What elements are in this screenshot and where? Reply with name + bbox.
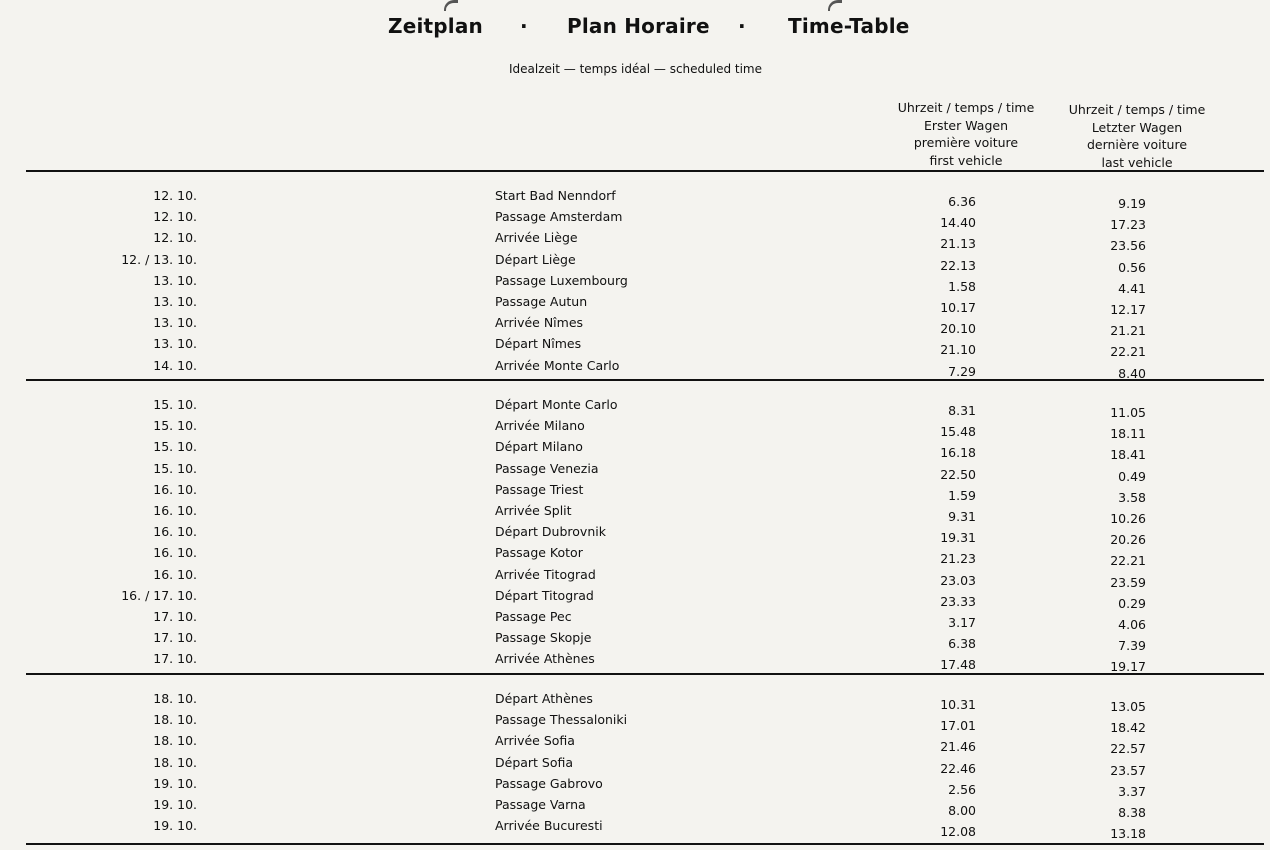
row-time-last: 17.23: [1110, 217, 1146, 233]
column-header-line: Uhrzeit / temps / time: [897, 100, 1035, 115]
row-time-last: 3.37: [1118, 783, 1146, 799]
row-time-last: 23.57: [1110, 762, 1146, 778]
row-event: Passage Venezia: [495, 460, 599, 476]
row-event: Passage Thessaloniki: [495, 712, 628, 728]
table-row: [0, 436, 1270, 463]
column-header-line: première voiture: [913, 135, 1019, 150]
row-time-last: 23.56: [1110, 238, 1146, 254]
row-time-first: 8.00: [948, 803, 976, 818]
row-time-first: 7.29: [948, 363, 976, 379]
table-row: [0, 500, 1270, 526]
table-row: [0, 394, 1270, 420]
subtitle: Idealzeit — temps idéal — scheduled time: [509, 62, 763, 76]
row-event: Départ Milano: [495, 439, 583, 455]
title-french: Plan Horaire: [567, 14, 710, 38]
row-date: 18. 10.: [153, 754, 197, 770]
row-time-first: 10.17: [940, 300, 976, 315]
row-event: Arrivée Sofia: [495, 733, 575, 749]
row-date: 12. 10.: [153, 230, 197, 246]
column-header-line: Uhrzeit / temps / time: [1068, 102, 1206, 117]
row-event: Départ Monte Carlo: [495, 397, 618, 412]
table-row: [0, 206, 1270, 233]
row-event: Passage Skopje: [495, 630, 592, 646]
row-date: 16. 10.: [153, 566, 197, 582]
row-event: Départ Nîmes: [495, 336, 582, 352]
row-time-last: 13.18: [1110, 826, 1146, 842]
table-row: [0, 815, 1270, 842]
table-row: [0, 415, 1270, 442]
row-time-first: 17.48: [940, 657, 976, 673]
row-date: 17. 10.: [153, 630, 197, 646]
row-time-first: 21.23: [940, 551, 976, 567]
row-date: 16. 10.: [153, 503, 197, 518]
row-time-first: 22.46: [940, 760, 976, 776]
row-time-first: 17.01: [940, 718, 976, 734]
title-english: Time-Table: [788, 14, 910, 38]
row-date: 12. 10.: [153, 188, 197, 203]
row-time-last: 9.19: [1118, 196, 1146, 211]
row-time-last: 0.29: [1118, 595, 1146, 611]
table-row: [0, 270, 1270, 296]
row-time-last: 21.21: [1110, 323, 1146, 339]
row-date: 18. 10.: [153, 712, 197, 728]
row-time-first: 6.36: [948, 194, 976, 209]
table-row: [0, 773, 1270, 799]
row-date: 12. / 13. 10.: [121, 251, 197, 267]
table-row: [0, 479, 1270, 505]
row-time-last: 0.56: [1118, 259, 1146, 275]
row-time-last: 3.58: [1118, 489, 1146, 505]
row-time-last: 11.05: [1110, 405, 1146, 420]
table-row: [0, 333, 1270, 360]
row-time-last: 8.38: [1118, 805, 1146, 820]
table-row: [0, 730, 1270, 757]
title-german: Zeitplan: [388, 14, 483, 38]
row-date: 16. / 17. 10.: [121, 587, 197, 603]
row-event: Départ Athènes: [495, 691, 593, 706]
binding-mark-right: [828, 0, 842, 11]
row-date: 13. 10.: [153, 336, 197, 352]
row-event: Passage Amsterdam: [495, 209, 623, 225]
column-header-line: Letzter Wagen: [1091, 119, 1183, 135]
column-header-line: first vehicle: [929, 152, 1003, 168]
row-event: Arrivée Athènes: [495, 651, 595, 667]
row-event: Arrivée Titograd: [495, 566, 596, 582]
row-time-last: 13.05: [1110, 699, 1146, 714]
table-row: [0, 585, 1270, 611]
column-header-line: Erster Wagen: [923, 117, 1009, 133]
table-row: [0, 312, 1270, 339]
row-time-first: 1.59: [948, 487, 976, 503]
row-date: 16. 10.: [153, 481, 197, 497]
row-time-first: 15.48: [940, 424, 976, 440]
table-row: [0, 291, 1270, 317]
row-time-last: 4.41: [1118, 280, 1146, 296]
row-event: Passage Gabrovo: [495, 775, 603, 791]
row-time-first: 21.13: [940, 236, 976, 252]
table-row: [0, 627, 1270, 654]
row-time-last: 22.21: [1110, 344, 1146, 360]
row-date: 18. 10.: [153, 733, 197, 749]
row-event: Passage Autun: [495, 294, 588, 309]
row-time-first: 2.56: [948, 781, 976, 797]
row-event: Arrivée Monte Carlo: [495, 357, 620, 373]
row-time-first: 20.10: [940, 321, 976, 337]
row-time-last: 18.11: [1110, 426, 1146, 442]
row-time-first: 23.33: [940, 593, 976, 609]
table-row: [0, 688, 1270, 714]
table-rule: [26, 170, 1264, 172]
column-header-line: dernière voiture: [1086, 137, 1188, 152]
row-time-last: 18.42: [1110, 720, 1146, 736]
table-rule: [26, 379, 1264, 381]
row-time-last: 19.17: [1110, 659, 1146, 675]
table-row: [0, 521, 1270, 548]
row-time-last: 10.26: [1110, 511, 1146, 526]
row-event: Départ Dubrovnik: [495, 524, 606, 540]
table-row: [0, 564, 1270, 590]
row-time-first: 12.08: [940, 824, 976, 840]
row-event: Arrivée Milano: [495, 418, 585, 434]
row-time-last: 22.21: [1110, 553, 1146, 569]
row-event: Passage Triest: [495, 481, 584, 497]
row-time-first: 21.10: [940, 342, 976, 358]
row-event: Passage Pec: [495, 609, 572, 624]
table-row: [0, 355, 1270, 381]
row-time-last: 23.59: [1110, 574, 1146, 590]
row-date: 16. 10.: [153, 524, 197, 540]
row-event: Départ Titograd: [495, 587, 594, 603]
row-time-last: 7.39: [1118, 638, 1146, 654]
row-event: Passage Luxembourg: [495, 272, 628, 288]
row-date: 17. 10.: [153, 651, 197, 667]
table-row: [0, 752, 1270, 778]
row-time-last: 20.26: [1110, 532, 1146, 548]
row-date: 16. 10.: [153, 545, 197, 561]
row-time-first: 23.03: [940, 572, 976, 588]
row-event: Arrivée Split: [495, 503, 572, 518]
row-date: 19. 10.: [153, 797, 197, 812]
row-time-last: 22.57: [1110, 741, 1146, 757]
column-header-line: last vehicle: [1101, 154, 1173, 170]
row-time-last: 12.17: [1110, 302, 1146, 317]
row-date: 19. 10.: [153, 818, 197, 834]
row-time-first: 16.18: [940, 445, 976, 461]
row-date: 13. 10.: [153, 294, 197, 309]
column-header-first-vehicle: [876, 99, 1056, 169]
row-date: 15. 10.: [153, 439, 197, 455]
row-event: Arrivée Liège: [495, 230, 578, 246]
row-time-first: 19.31: [940, 530, 976, 546]
table-row: [0, 794, 1270, 820]
row-event: Arrivée Nîmes: [495, 315, 584, 331]
row-time-first: 21.46: [940, 739, 976, 755]
row-event: Passage Varna: [495, 797, 586, 812]
row-event: Start Bad Nenndorf: [495, 188, 616, 203]
row-time-first: 9.31: [948, 509, 976, 524]
row-time-first: 3.17: [948, 615, 976, 630]
row-time-first: 22.13: [940, 257, 976, 273]
row-time-last: 8.40: [1118, 365, 1146, 381]
table-rule: [26, 843, 1264, 845]
row-event: Départ Sofia: [495, 754, 574, 770]
row-date: 19. 10.: [153, 775, 197, 791]
row-date: 13. 10.: [153, 315, 197, 331]
row-time-last: 18.41: [1110, 447, 1146, 463]
row-date: 15. 10.: [153, 460, 197, 476]
table-row: [0, 249, 1270, 275]
table-row: [0, 227, 1270, 254]
row-time-first: 10.31: [940, 697, 976, 712]
row-date: 14. 10.: [153, 357, 197, 373]
title-separator: ·: [520, 14, 528, 38]
table-row: [0, 606, 1270, 632]
row-time-first: 1.58: [948, 278, 976, 294]
table-row: [0, 185, 1270, 211]
table-row: [0, 542, 1270, 569]
row-date: 13. 10.: [153, 272, 197, 288]
row-event: Passage Kotor: [495, 545, 583, 561]
row-time-first: 22.50: [940, 466, 976, 482]
row-event: Départ Liège: [495, 251, 576, 267]
table-row: [0, 709, 1270, 736]
row-time-last: 4.06: [1118, 617, 1146, 632]
row-date: 15. 10.: [153, 397, 197, 412]
row-event: Arrivée Bucuresti: [495, 818, 603, 834]
table-row: [0, 648, 1270, 675]
row-date: 17. 10.: [153, 609, 197, 624]
row-time-first: 14.40: [940, 215, 976, 231]
row-time-first: 6.38: [948, 636, 976, 652]
row-time-last: 0.49: [1118, 468, 1146, 484]
row-date: 18. 10.: [153, 691, 197, 706]
row-date: 12. 10.: [153, 209, 197, 225]
table-row: [0, 458, 1270, 484]
column-header-last-vehicle: [1047, 101, 1227, 171]
binding-mark-left: [444, 0, 458, 11]
title-separator: ·: [738, 14, 746, 38]
row-date: 15. 10.: [153, 418, 197, 434]
row-time-first: 8.31: [948, 403, 976, 418]
table-rule: [26, 673, 1264, 675]
